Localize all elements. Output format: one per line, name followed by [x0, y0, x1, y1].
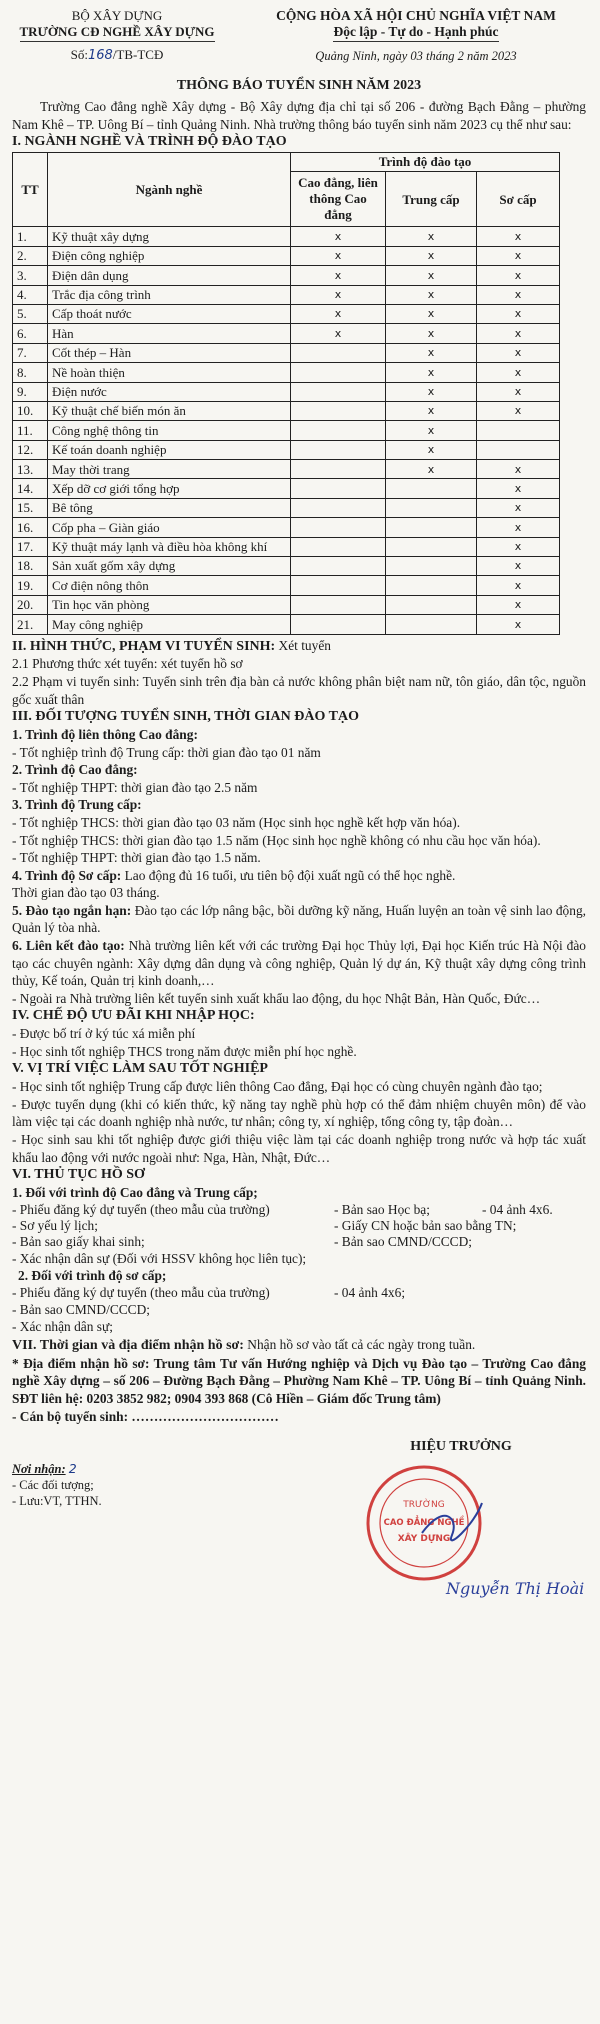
program-name: Cốp pha – Giàn giáo — [48, 518, 291, 537]
program-name: Điện công nghiệp — [48, 246, 291, 265]
section-1-heading: I. NGÀNH NGHỀ VÀ TRÌNH ĐỘ ĐÀO TẠO — [12, 134, 287, 150]
so-cap-mark: x — [477, 615, 560, 634]
dossier-subheading: 1. Đối với trình độ Cao đẳng và Trung cấp; — [12, 1185, 258, 1200]
so-cap-mark: x — [477, 227, 560, 246]
section-7-heading: VII. Thời gian và địa điểm nhận hồ sơ: — [12, 1337, 244, 1353]
trung-cap-mark: x — [386, 246, 477, 265]
so-cap-mark: x — [477, 304, 560, 323]
program-name: Kế toán doanh nghiệp — [48, 440, 291, 459]
program-name: Điện nước — [48, 382, 291, 401]
benefit-item: - Được bố trí ở ký túc xá miễn phí — [12, 1026, 196, 1042]
level-detail: - Ngoài ra Nhà trường liên kết tuyển sinh xuất khẩu lao động, du học Nhật Bản, Hàn Quốc, Đức… — [12, 990, 541, 1006]
so-cap-mark: x — [477, 401, 560, 420]
trung-cap-mark — [386, 557, 477, 576]
so-cap-mark: x — [477, 266, 560, 285]
trung-cap-mark: x — [386, 304, 477, 323]
trung-cap-mark: x — [386, 227, 477, 246]
table-row — [13, 557, 560, 576]
recipient-item: - Các đối tượng; — [12, 1478, 94, 1493]
intro-paragraph: Trường Cao đẳng nghề Xây dựng - Bộ Xây dựng địa chỉ tại số 206 - đường Bạch Đằng – phường Nam Khê – TP. Uông Bí – tỉnh Quảng Ninh. Nhà trường thông báo tuyển sinh năm 2023 cụ thể như sau: — [12, 99, 586, 132]
cao-dang-mark — [291, 440, 386, 459]
school-name: TRƯỜNG CĐ NGHỀ XÂY DỰNG — [20, 24, 215, 42]
so-cap-mark: x — [477, 576, 560, 595]
level-detail: - Tốt nghiệp THPT: thời gian đào tạo 2.5 năm — [12, 779, 258, 795]
program-name: Tin học văn phòng — [48, 595, 291, 614]
so-cap-mark: x — [477, 479, 560, 498]
level-heading: 5. Đào tạo ngắn hạn: — [12, 902, 132, 918]
program-name: May công nghiệp — [48, 615, 291, 634]
cao-dang-mark: x — [291, 227, 386, 246]
cao-dang-mark — [291, 479, 386, 498]
admission-scope: 2.2 Phạm vi tuyển sinh: Tuyển sinh trên địa bàn cả nước không phân biệt nam nữ, tôn giáo, dân tộc, nguồn gốc xuất thân — [12, 673, 586, 707]
so-cap-mark: x — [477, 343, 560, 362]
svg-text:CAO ĐẲNG NGHỀ: CAO ĐẲNG NGHỀ — [383, 1518, 465, 1529]
table-row — [13, 460, 560, 479]
so-cap-mark: x — [477, 498, 560, 517]
table-row — [13, 401, 560, 420]
program-name: Hàn — [48, 324, 291, 343]
recipients-label: Nơi nhận: — [12, 1462, 66, 1477]
trung-cap-mark — [386, 498, 477, 517]
so-cap-mark — [477, 421, 560, 440]
trung-cap-mark: x — [386, 421, 477, 440]
document-number: Số:168/TB-TCĐ — [70, 47, 164, 63]
job-item: - Học sinh sau khi tốt nghiệp được giới thiệu việc làm tại các doanh nghiệp trong nước và hợp tác xuất khẩu lao động với nước ngoài như: Nga, Hàn, Nhật, Đức… — [12, 1132, 586, 1165]
col-so-cap: Sơ cấp — [477, 172, 560, 227]
row-number: 5. — [13, 304, 48, 323]
cao-dang-mark — [291, 595, 386, 614]
trung-cap-mark — [386, 537, 477, 556]
program-name: Kỹ thuật máy lạnh và điều hòa không khí — [48, 537, 291, 556]
row-number: 7. — [13, 343, 48, 362]
job-item: - Học sinh tốt nghiệp Trung cấp được liên thông Cao đẳng, Đại học có cùng chuyên ngành đào tạo; — [12, 1079, 543, 1095]
row-number: 15. — [13, 498, 48, 517]
table-row — [13, 343, 560, 362]
trung-cap-mark: x — [386, 363, 477, 382]
table-row — [13, 440, 560, 459]
cao-dang-mark — [291, 498, 386, 517]
ministry-name: BỘ XÂY DỰNG — [71, 8, 163, 23]
table-row — [13, 324, 560, 343]
table-row — [13, 246, 560, 265]
cao-dang-mark — [291, 557, 386, 576]
program-name: Cấp thoát nước — [48, 304, 291, 323]
row-number: 21. — [13, 615, 48, 634]
row-number: 1. — [13, 227, 48, 246]
row-number: 2. — [13, 246, 48, 265]
issue-date: Quảng Ninh, ngày 03 tháng 2 năm 2023 — [315, 49, 517, 63]
table-row — [13, 479, 560, 498]
row-number: 9. — [13, 382, 48, 401]
svg-text:TRƯỜNG: TRƯỜNG — [403, 1500, 445, 1511]
table-row — [13, 421, 560, 440]
level-detail: Đào tạo các lớp nâng bậc, bồi dưỡng kỹ năng, Huấn luyện an toàn vệ sinh lao động, Quản lý tòa nhà. — [12, 902, 586, 936]
cao-dang-mark: x — [291, 304, 386, 323]
svg-text:XÂY DỰNG: XÂY DỰNG — [397, 1534, 451, 1545]
cao-dang-mark: x — [291, 285, 386, 304]
level-detail: Nhà trường liên kết với các trường Đại học Thủy lợi, Đại học Kiến trúc Hà Nội đào tạo các chuyên ngành: Xây dựng dân dụng và công nghiệp, Quản lý dự án, Kỹ thuật xây dựng công trình thủy, Kế toán, Quản trị kinh doanh,… — [12, 938, 586, 989]
programs-table — [12, 152, 560, 635]
trung-cap-mark — [386, 479, 477, 498]
section-2-heading: II. HÌNH THỨC, PHẠM VI TUYỂN SINH: — [12, 638, 276, 654]
row-number: 12. — [13, 440, 48, 459]
level-heading: 4. Trình độ Sơ cấp: — [12, 867, 122, 883]
dossier-row: - Sơ yếu lý lịch; - Giấy CN hoặc bản sao bằng TN; — [12, 1217, 517, 1233]
col-program-name: Ngành nghề — [48, 152, 291, 226]
admission-method: 2.1 Phương thức xét tuyển: xét tuyển hồ sơ — [12, 656, 243, 672]
trung-cap-mark: x — [386, 382, 477, 401]
document-title: THÔNG BÁO TUYỂN SINH NĂM 2023 — [176, 78, 422, 93]
row-number: 3. — [13, 266, 48, 285]
program-name: Trắc địa công trình — [48, 285, 291, 304]
document-page: BỘ XÂY DỰNG TRƯỜNG CĐ NGHỀ XÂY DỰNG Số:168/TB-TCĐ CỘNG HÒA XÃ HỘI CHỦ NGHĨA VIỆT NAM Độc lập - Tự do - Hạnh phúc Quảng Ninh, ngày 03 tháng 2 năm 2023 THÔNG BÁO TUYỂN SINH NĂM 2023 Trường Cao đẳng nghề Xây dựng - Bộ Xây dựng địa chỉ tại số 206 - đường Bạch Đằng – phường Nam Khê – TP. Uông Bí – tỉnh Quảng Ninh. Nhà trường thông báo tuyển sinh năm 2023 cụ thể như sau: I. NGÀNH NGHỀ VÀ TRÌNH ĐỘ ĐÀO TẠO TT Ngành nghề Trình độ đào tạo Cao đẳng, liên thông Cao đẳng Trung cấp Sơ cấp 1. Kỹ thuật xây dựng x x x 2. Điện công nghiệp x x x 3. Điện dân dụng x x x 4. Trắc địa công trình x x x 5. Cấp thoát nước x x x 6. Hàn x x x 7. Cốt thép – Hàn x x 8. Nề hoàn thiện x x 9. Điện nước x x 10. Kỹ thuật chế biến món ăn x x 11. Công nghệ thông tin x 12. Kế toán doanh nghiệp x 13. May thời trang x x 14. Xếp dỡ cơ giới tổng hợp x 15. Bê tông x 16. Cốp pha – Giàn giáo x 17. Kỹ thuật máy lạnh và điều hòa không khí x 18. Sản xuất gốm xây dựng x 19. Cơ điện nông thôn x 20. Tin học văn phòng x 21. May công nghiệp x II. HÌNH THỨC, PHẠM VI TUYỂN SINH: Xét tuyển 2.1 Phương thức xét tuyển: xét tuyển hồ sơ 2.2 Phạm vi tuyển sinh: Tuyển sinh trên địa bàn cả nước không phân biệt nam nữ, tôn giáo, dân tộc, nguồn gốc xuất thân III. ĐỐI TƯỢNG TUYỂN SINH, THỜI GIAN ĐÀO TẠO 1. Trình độ liên thông Cao đẳng: - Tốt nghiệp trình độ Trung cấp: thời gian đào tạo 01 năm 2. Trình độ Cao đẳng: - Tốt nghiệp THPT: thời gian đào tạo 2.5 năm 3. Trình độ Trung cấp: - Tốt nghiệp THCS: thời gian đào tạo 03 năm (Học sinh học nghề kết hợp văn hóa). - Tốt nghiệp THCS: thời gian đào tạo 1.5 năm (Học sinh học nghề không có nhu cầu học văn hóa). - Tốt nghiệp THPT: thời gian đào tạo 1.5 năm. 4. Trình độ Sơ cấp: Lao động đủ 16 tuổi, ưu tiên bộ đội xuất ngũ có thể học nghề. Thời gian đào tạo 03 tháng. 5. Đào tạo ngắn hạn: Đào tạo các lớp nâng bậc, bồi dưỡng kỹ năng, Huấn luyện an toàn vệ sinh lao động, Quản lý tòa nhà. 6. Liên kết đào tạo: Nhà trường liên kết với các trường Đại học Thủy lợi, Đại học Kiến trúc Hà Nội đào tạo các chuyên ngành: Xây dựng dân dụng và công nghiệp, Quản lý dự án, Kỹ thuật xây dựng công trình thủy, Kế toán, Quản trị kinh doanh,… - Ngoài ra Nhà trường liên kết tuyển sinh xuất khẩu lao động, du học Nhật Bản, Hàn Quốc, Đức… IV. CHẾ ĐỘ ƯU ĐÃI KHI NHẬP HỌC: - Được bố trí ở ký túc xá miễn phí - Học sinh tốt nghiệp THCS trong năm được miễn phí học nghề. V. VỊ TRÍ VIỆC LÀM SAU TỐT NGHIỆP - Học sinh tốt nghiệp Trung cấp được liên thông Cao đẳng, Đại học có cùng chuyên ngành đào tạo; - Được tuyển dụng (khi có kiến thức, kỹ năng tay nghề phù hợp có thể đảm nhiệm chuyên môn) để vào làm việc tại các doanh nghiệp nhà nước, tư nhân; công ty, xí nghiệp, tổng công ty, tập đoàn… - Học sinh sau khi tốt nghiệp được giới thiệu việc làm tại các doanh nghiệp trong nước và hợp tác xuất khẩu lao động với nước ngoài như: Nga, Hàn, Nhật, Đức… VI. THỦ TỤC HỒ SƠ 1. Đối với trình độ Cao đẳng và Trung cấp; - Phiếu đăng ký dự tuyển (theo mẫu của trường) - Bản sao Học bạ; - 04 ảnh 4x6. - Sơ yếu lý lịch; - Giấy CN hoặc bản sao bằng TN; - Bản sao giấy khai sinh; - Bản sao CMND/CCCD; - Xác nhận dân sự (Đối với HSSV không học liên tục); 2. Đối với trình độ sơ cấp; - Phiếu đăng ký dự tuyển (theo mẫu của trường) - 04 ảnh 4x6; - Bản sao CMND/CCCD; - Xác nhận dân sự; VII. Thời gian và địa điểm nhận hồ sơ: Nhận hồ sơ vào tất cả các ngày trong tuần. * Địa điểm nhận hồ sơ: Trung tâm Tư vấn Hướng nghiệp và Dịch vụ Đào tạo – Trường Cao đẳng nghề Xây dựng – số 206 – Đường Bạch Đằng – Phường Nam Khê – TP. Uông Bí – tỉnh Quảng Ninh. SĐT liên hệ: 0203 3852 982; 0904 393 868 (Cô Hiền – Giám đốc Trung tâm) - Cán bộ tuyển sinh: …………………………… Nơi nhận: 2 - Các đối tượng; - Lưu:VT, TTHN. HIỆU TRƯỞNG TRƯỜNG CAO ĐẲNG NGHỀ XÂY DỰNG Nguyễn Thị Hoài — [0, 0, 600, 2024]
so-cap-mark: x — [477, 460, 560, 479]
school-seal-stamp — [364, 1463, 484, 1583]
level-heading: 3. Trình độ Trung cấp: — [12, 797, 142, 813]
table-row — [13, 498, 560, 517]
recipients-block: Nơi nhận: 2 - Các đối tượng; - Lưu:VT, TTHN. — [12, 1461, 102, 1509]
row-number: 17. — [13, 537, 48, 556]
level-detail: Lao động đủ 16 tuổi, ưu tiên bộ đội xuất ngũ có thể học nghề. — [121, 867, 456, 883]
program-name: Kỹ thuật xây dựng — [48, 227, 291, 246]
table-row — [13, 285, 560, 304]
cao-dang-mark — [291, 615, 386, 634]
dossier-item: - Xác nhận dân sự (Đối với HSSV không học liên tục); — [12, 1250, 307, 1266]
cao-dang-mark: x — [291, 266, 386, 285]
section-4-heading: IV. CHẾ ĐỘ ƯU ĐÃI KHI NHẬP HỌC: — [12, 1008, 255, 1024]
level-heading: 2. Trình độ Cao đẳng: — [12, 762, 138, 778]
program-name: Điện dân dụng — [48, 266, 291, 285]
cao-dang-mark — [291, 382, 386, 401]
submission-address: * Địa điểm nhận hồ sơ: Trung tâm Tư vấn Hướng nghiệp và Dịch vụ Đào tạo – Trường Cao đẳng nghề Xây dựng – số 206 – Đường Bạch Đằng – Phường Nam Khê – TP. Uông Bí – tỉnh Quảng Ninh. SĐT liên hệ: 0203 3852 982; 0904 393 868 (Cô Hiền – Giám đốc Trung tâm) — [12, 1355, 586, 1406]
row-number: 18. — [13, 557, 48, 576]
program-name: Nề hoàn thiện — [48, 363, 291, 382]
trung-cap-mark: x — [386, 285, 477, 304]
so-cap-mark: x — [477, 595, 560, 614]
handwritten-number: 168 — [87, 48, 113, 63]
table-row — [13, 266, 560, 285]
program-name: Cốt thép – Hàn — [48, 343, 291, 362]
program-name: Xếp dỡ cơ giới tổng hợp — [48, 479, 291, 498]
table-row — [13, 537, 560, 556]
signer-name: Nguyễn Thị Hoài — [446, 1579, 585, 1599]
job-item: - Được tuyển dụng (khi có kiến thức, kỹ năng tay nghề phù hợp có thể đảm nhiệm chuyên môn) để vào làm việc tại các doanh nghiệp nhà nước, tư nhân; công ty, xí nghiệp, tổng công ty, tập đoàn… — [12, 1096, 586, 1130]
col-levels: Trình độ đào tạo — [291, 152, 560, 171]
level-detail: - Tốt nghiệp THCS: thời gian đào tạo 1.5 năm (Học sinh học nghề không có nhu cầu học văn hóa). — [12, 832, 541, 848]
dossier-row: - Phiếu đăng ký dự tuyển (theo mẫu của trường) - Bản sao Học bạ; - 04 ảnh 4x6. — [12, 1201, 553, 1217]
program-name: Bê tông — [48, 498, 291, 517]
so-cap-mark: x — [477, 382, 560, 401]
row-number: 10. — [13, 401, 48, 420]
table-row — [13, 595, 560, 614]
issuer-block — [12, 8, 222, 64]
row-number: 14. — [13, 479, 48, 498]
trung-cap-mark — [386, 576, 477, 595]
admission-staff: - Cán bộ tuyển sinh: …………………………… — [12, 1408, 279, 1424]
trung-cap-mark: x — [386, 401, 477, 420]
program-name: May thời trang — [48, 460, 291, 479]
so-cap-mark: x — [477, 518, 560, 537]
program-name: Công nghệ thông tin — [48, 421, 291, 440]
dossier-subheading: 2. Đối với trình độ sơ cấp; — [18, 1268, 167, 1284]
cao-dang-mark — [291, 518, 386, 537]
cao-dang-mark — [291, 421, 386, 440]
table-row — [13, 304, 560, 323]
level-detail: Thời gian đào tạo 03 tháng. — [12, 885, 160, 901]
so-cap-mark: x — [477, 363, 560, 382]
level-heading: 6. Liên kết đào tạo: — [12, 938, 125, 954]
trung-cap-mark: x — [386, 266, 477, 285]
section-5-heading: V. VỊ TRÍ VIỆC LÀM SAU TỐT NGHIỆP — [12, 1061, 268, 1077]
so-cap-mark: x — [477, 324, 560, 343]
document-footer — [12, 1439, 586, 1609]
so-cap-mark — [477, 440, 560, 459]
cao-dang-mark — [291, 460, 386, 479]
program-name: Sản xuất gốm xây dựng — [48, 557, 291, 576]
dossier-item: - Bản sao CMND/CCCD; — [12, 1301, 151, 1317]
so-cap-mark: x — [477, 285, 560, 304]
cao-dang-mark — [291, 363, 386, 382]
trung-cap-mark — [386, 518, 477, 537]
row-number: 11. — [13, 421, 48, 440]
row-number: 19. — [13, 576, 48, 595]
trung-cap-mark: x — [386, 324, 477, 343]
table-row — [13, 576, 560, 595]
so-cap-mark: x — [477, 557, 560, 576]
nation-name: CỘNG HÒA XÃ HỘI CHỦ NGHĨA VIỆT NAM — [276, 8, 556, 23]
benefit-item: - Học sinh tốt nghiệp THCS trong năm được miễn phí học nghề. — [12, 1043, 357, 1059]
level-detail: - Tốt nghiệp THPT: thời gian đào tạo 1.5 năm. — [12, 850, 261, 866]
cao-dang-mark — [291, 401, 386, 420]
level-heading: 1. Trình độ liên thông Cao đẳng: — [12, 726, 198, 742]
section-6-heading: VI. THỦ TỤC HỒ SƠ — [12, 1167, 145, 1183]
nation-block — [246, 8, 586, 64]
dossier-row: - Bản sao giấy khai sinh; - Bản sao CMND/CCCD; — [12, 1233, 473, 1249]
col-cao-dang: Cao đẳng, liên thông Cao đẳng — [291, 172, 386, 227]
cao-dang-mark — [291, 576, 386, 595]
recipient-item: - Lưu:VT, TTHN. — [12, 1494, 102, 1509]
col-trung-cap: Trung cấp — [386, 172, 477, 227]
cao-dang-mark: x — [291, 324, 386, 343]
so-cap-mark: x — [477, 246, 560, 265]
level-detail: - Tốt nghiệp trình độ Trung cấp: thời gian đào tạo 01 năm — [12, 744, 321, 760]
table-row — [13, 615, 560, 634]
table-row — [13, 363, 560, 382]
cao-dang-mark: x — [291, 246, 386, 265]
so-cap-mark: x — [477, 537, 560, 556]
table-row — [13, 227, 560, 246]
dossier-row: - Phiếu đăng ký dự tuyển (theo mẫu của trường) - 04 ảnh 4x6; — [12, 1284, 406, 1300]
trung-cap-mark: x — [386, 460, 477, 479]
table-row — [13, 382, 560, 401]
row-number: 4. — [13, 285, 48, 304]
trung-cap-mark: x — [386, 343, 477, 362]
document-header — [12, 8, 586, 64]
trung-cap-mark — [386, 615, 477, 634]
national-motto: Độc lập - Tự do - Hạnh phúc — [333, 24, 498, 42]
table-row — [13, 518, 560, 537]
signature-block — [336, 1439, 586, 1609]
row-number: 8. — [13, 363, 48, 382]
program-name: Kỹ thuật chế biến món ăn — [48, 401, 291, 420]
row-number: 16. — [13, 518, 48, 537]
row-number: 13. — [13, 460, 48, 479]
section-3-heading: III. ĐỐI TƯỢNG TUYỂN SINH, THỜI GIAN ĐÀO TẠO — [12, 709, 359, 725]
row-number: 20. — [13, 595, 48, 614]
level-detail: - Tốt nghiệp THCS: thời gian đào tạo 03 năm (Học sinh học nghề kết hợp văn hóa). — [12, 814, 461, 830]
trung-cap-mark: x — [386, 440, 477, 459]
trung-cap-mark — [386, 595, 477, 614]
row-number: 6. — [13, 324, 48, 343]
signer-role: HIỆU TRƯỞNG — [410, 1439, 512, 1455]
program-name: Cơ điện nông thôn — [48, 576, 291, 595]
col-tt: TT — [13, 152, 48, 226]
dossier-item: - Xác nhận dân sự; — [12, 1319, 113, 1335]
cao-dang-mark — [291, 343, 386, 362]
cao-dang-mark — [291, 537, 386, 556]
